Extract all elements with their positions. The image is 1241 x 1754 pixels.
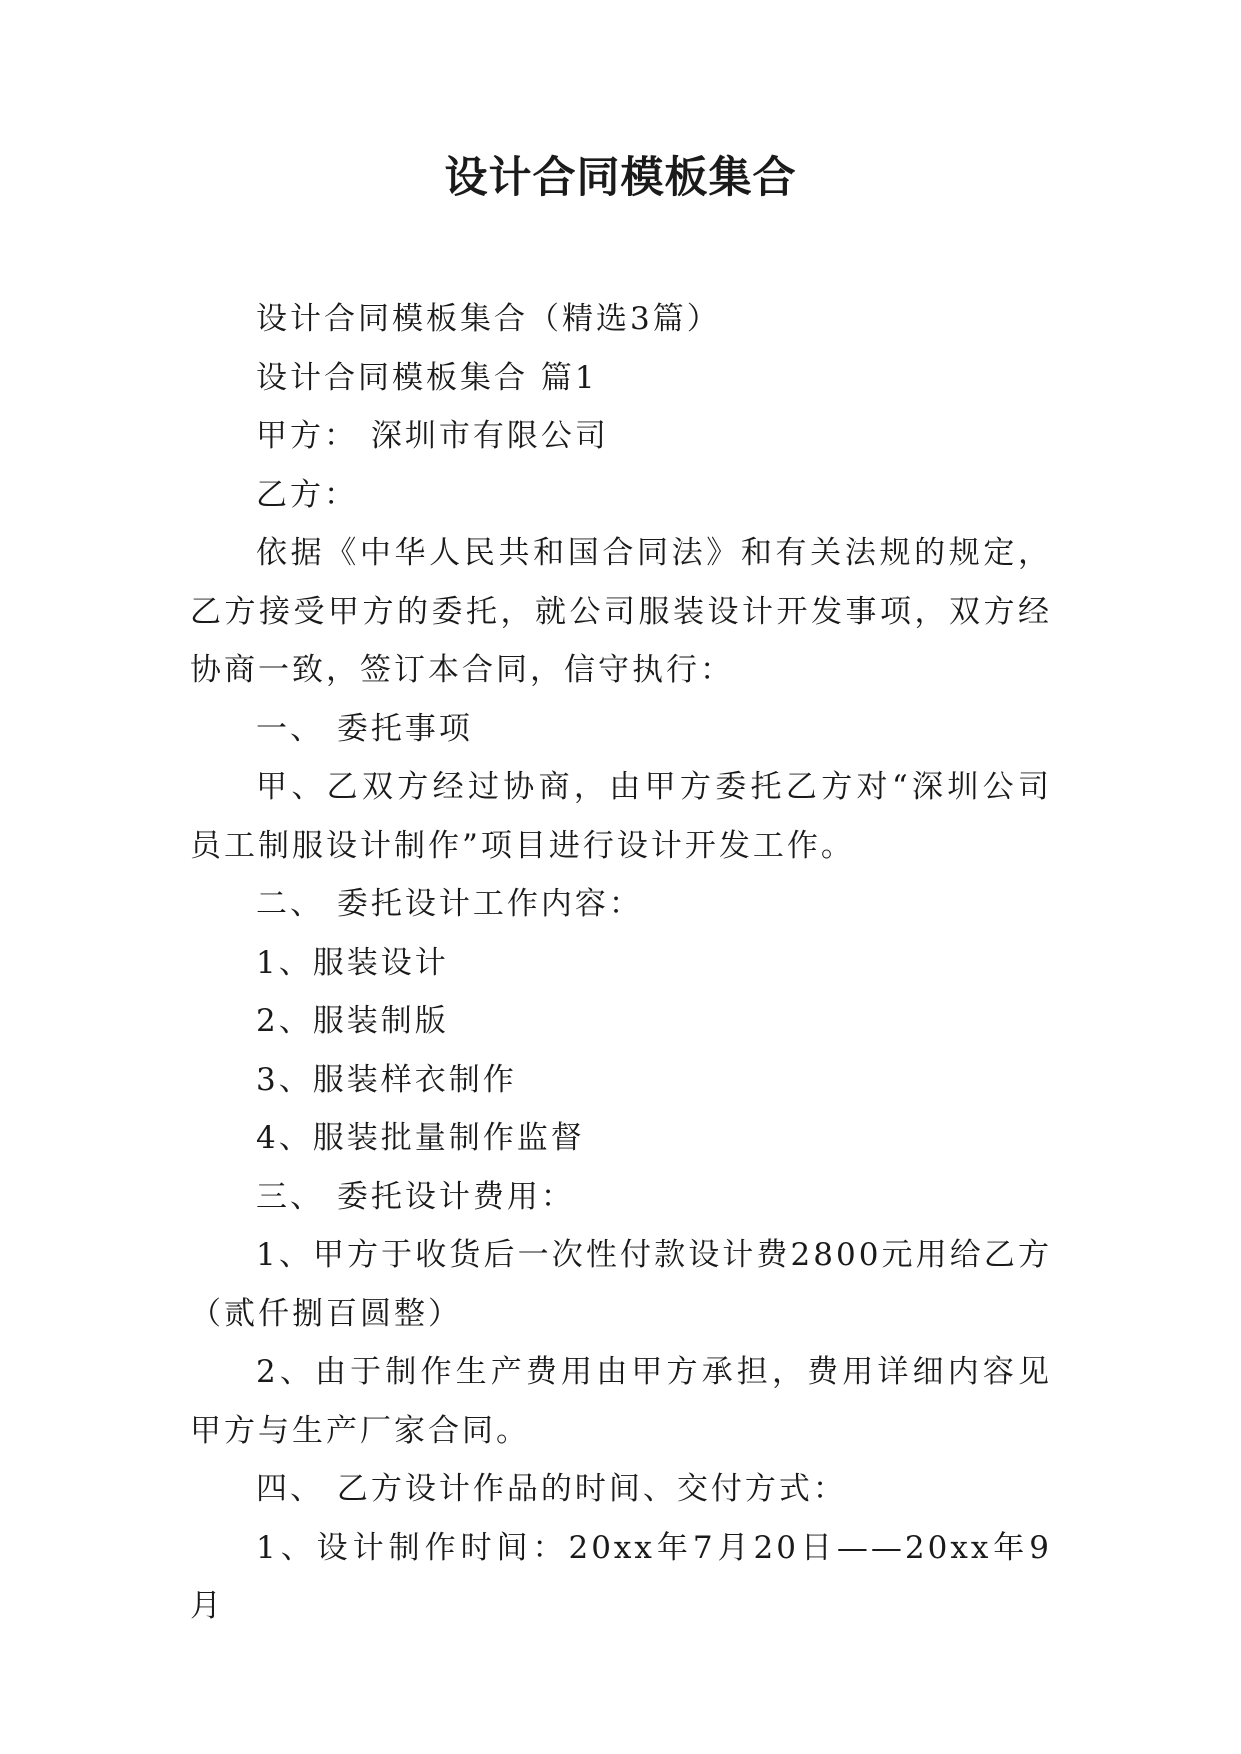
section-heading: 一、 委托事项 [256,710,473,747]
document-title: 设计合同模板集合 [444,153,797,203]
paragraph: 乙方： [256,476,358,513]
document-body [190,290,1052,1636]
section-heading: 三、 委托设计费用： [256,1178,575,1215]
list-item: 4、服装批量制作监督 [256,1120,585,1156]
list-item: 2、由于制作生产费用由甲方承担，费用详细内容见甲方与生产厂家合同。 [190,1354,1052,1449]
list-item: 2、服装制版 [256,1003,449,1039]
paragraph: 依据《中华人民共和国合同法》和有关法规的规定，乙方接受甲方的委托，就公司服装设计开发事项，双方经协商一致，签订本合同，信守执行： [190,535,1052,688]
list-item: 1、服装设计 [256,944,449,981]
paragraph: 设计合同模板集合（精选3篇） [256,301,721,337]
paragraph: 甲、乙双方经过协商，由甲方委托乙方对“深圳公司员工制服设计制作”项目进行设计开发工作。 [190,769,1052,864]
paragraph: 设计合同模板集合 篇1 [256,359,598,396]
list-item: 1、甲方于收货后一次性付款设计费2800元用给乙方（贰仟捌百圆整） [190,1237,1052,1332]
list-item: 1、设计制作时间：20xx年7月20日——20xx年9月 [190,1529,1052,1624]
section-heading: 四、 乙方设计作品的时间、交付方式： [256,1471,847,1507]
section-heading: 二、 委托设计工作内容： [256,886,643,922]
list-item: 3、服装样衣制作 [256,1061,517,1098]
paragraph: 甲方： 深圳市有限公司 [256,418,609,454]
